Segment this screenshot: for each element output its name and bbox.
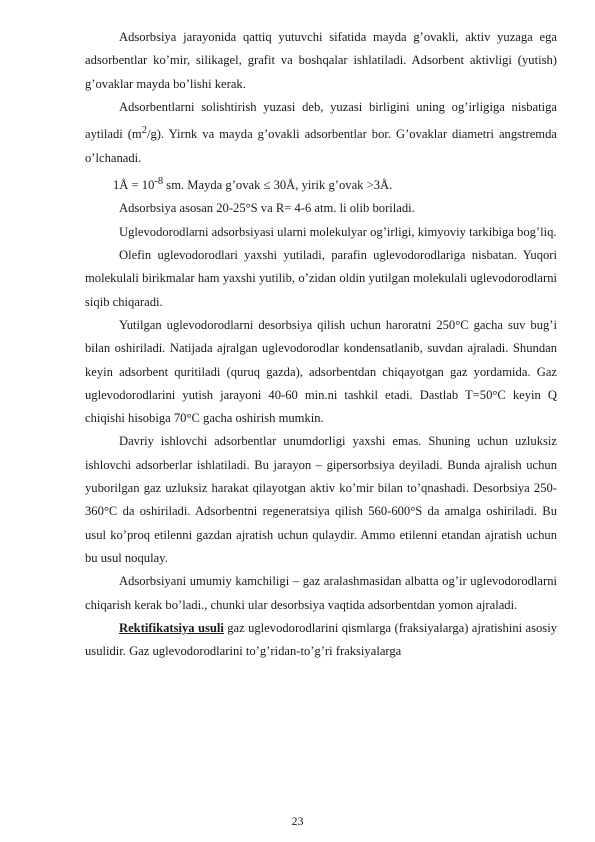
superscript: 2 (141, 125, 147, 137)
text-segment: 1Å = 10 (113, 178, 155, 193)
paragraph-adsorbents: Adsorbsiya jarayonida qattiq yutuvchi sifatida mayda g’ovakli, aktiv yuzaga ega adsorbentlar ko’mir, silikagel, grafit va boshqalar ishlatiladi. Adsorbent aktivligi (yutish) g’ovaklar mayda bo’lishi kerak. (85, 30, 557, 91)
text-segment: /g). Yirnk va mayda g’ovakli adsorbentlar bor. G’ovaklar diametri angstremda o’lchanadi. (85, 127, 557, 165)
paragraph-olefins: Olefin uglevodorodlari yaxshi yutiladi, parafin uglevodorodlariga nisbatan. Yuqori molekulali birikmalar ham yaxshi yutilib, o’zidan oldin yutilgan molekulali uglevodorodlarni siqib chiqaradi. (85, 248, 557, 309)
page-number: 23 (291, 814, 304, 828)
paragraph-desorption: Yutilgan uglevodorodlarni desorbsiya qilish uchun haroratni 250°C gacha suv bug’i bilan oshiriladi. Natijada ajralgan uglevodorodlar kondensatlanib, suvdan ajraladi. Shundan keyin adsorbent quritiladi (quruq gazda), adsorbentdan chiqayotgan gaz yordamida. Gaz uglevodorodlarini yutish jarayoni 40-60 min.ni tashkil etadi. Dastlab T=50°C keyin Q chiqishi hisobiga 70°C gacha oshirish mumkin. (85, 317, 557, 426)
paragraph-conditions: Adsorbsiya asosan 20-25°S va R= 4-6 atm. li olib boriladi. (119, 201, 415, 216)
text-segment: sm. Mayda g’ovak ≤ 30Å, yirik g’ovak >3Å. (163, 178, 393, 193)
superscript: -8 (154, 175, 164, 187)
text-segment: gaz uglevodorodlarini qismlarga (fraksiyalarga) ajratishini asosiy usulidir. Gaz uglevodorodlarini to’g’ridan-to’g’ri fraksiyalarga (85, 620, 557, 659)
paragraph-rectification (85, 617, 557, 664)
section-heading: Rektifikatsiya usuli (119, 620, 224, 635)
paragraph-drawbacks: Adsorbsiyani umumiy kamchiligi – gaz aralashmasidan albatta og’ir uglevodorodlarni chiqarish kerak bo’ladi., chunki ular desorbsiya vaqtida adsorbentdan yomon ajraladi. (85, 574, 557, 612)
paragraph-hypersorption: Davriy ishlovchi adsorbentlar unumdorligi yaxshi emas. Shuning uchun uzluksiz ishlovchi adsorberlar ishlatiladi. Bu jarayon – gipersorbsiya deyiladi. Bunda ajralish uchun yuborilgan gaz uzluksiz harakat qilayotgan aktiv ko’mir bilan to’qnashadi. Desorbsiya 250-360°C da oshiriladi. Adsorbentni regeneratsiya qilish 560-600°S da amalga oshiriladi. Bu usul ko’proq etilenni gazdan ajratish uchun qulaydir. Ammo etilenni etandan ajratish uchun bu usul noqulay. (85, 434, 557, 565)
paragraph-specific-surface (85, 96, 557, 170)
formula-angstrom (85, 170, 557, 197)
paragraph-molecular-weight: Uglevodorodlarni adsorbsiyasi ularni molekulyar og’irligi, kimyoviy tarkibiga bog’liq. (119, 224, 557, 239)
document-body (85, 26, 557, 663)
text-segment: Adsorbentlarni solishtirish yuzasi deb, yuzasi birligini uning og’irligiga nisbatiga aytiladi (m (85, 99, 557, 142)
